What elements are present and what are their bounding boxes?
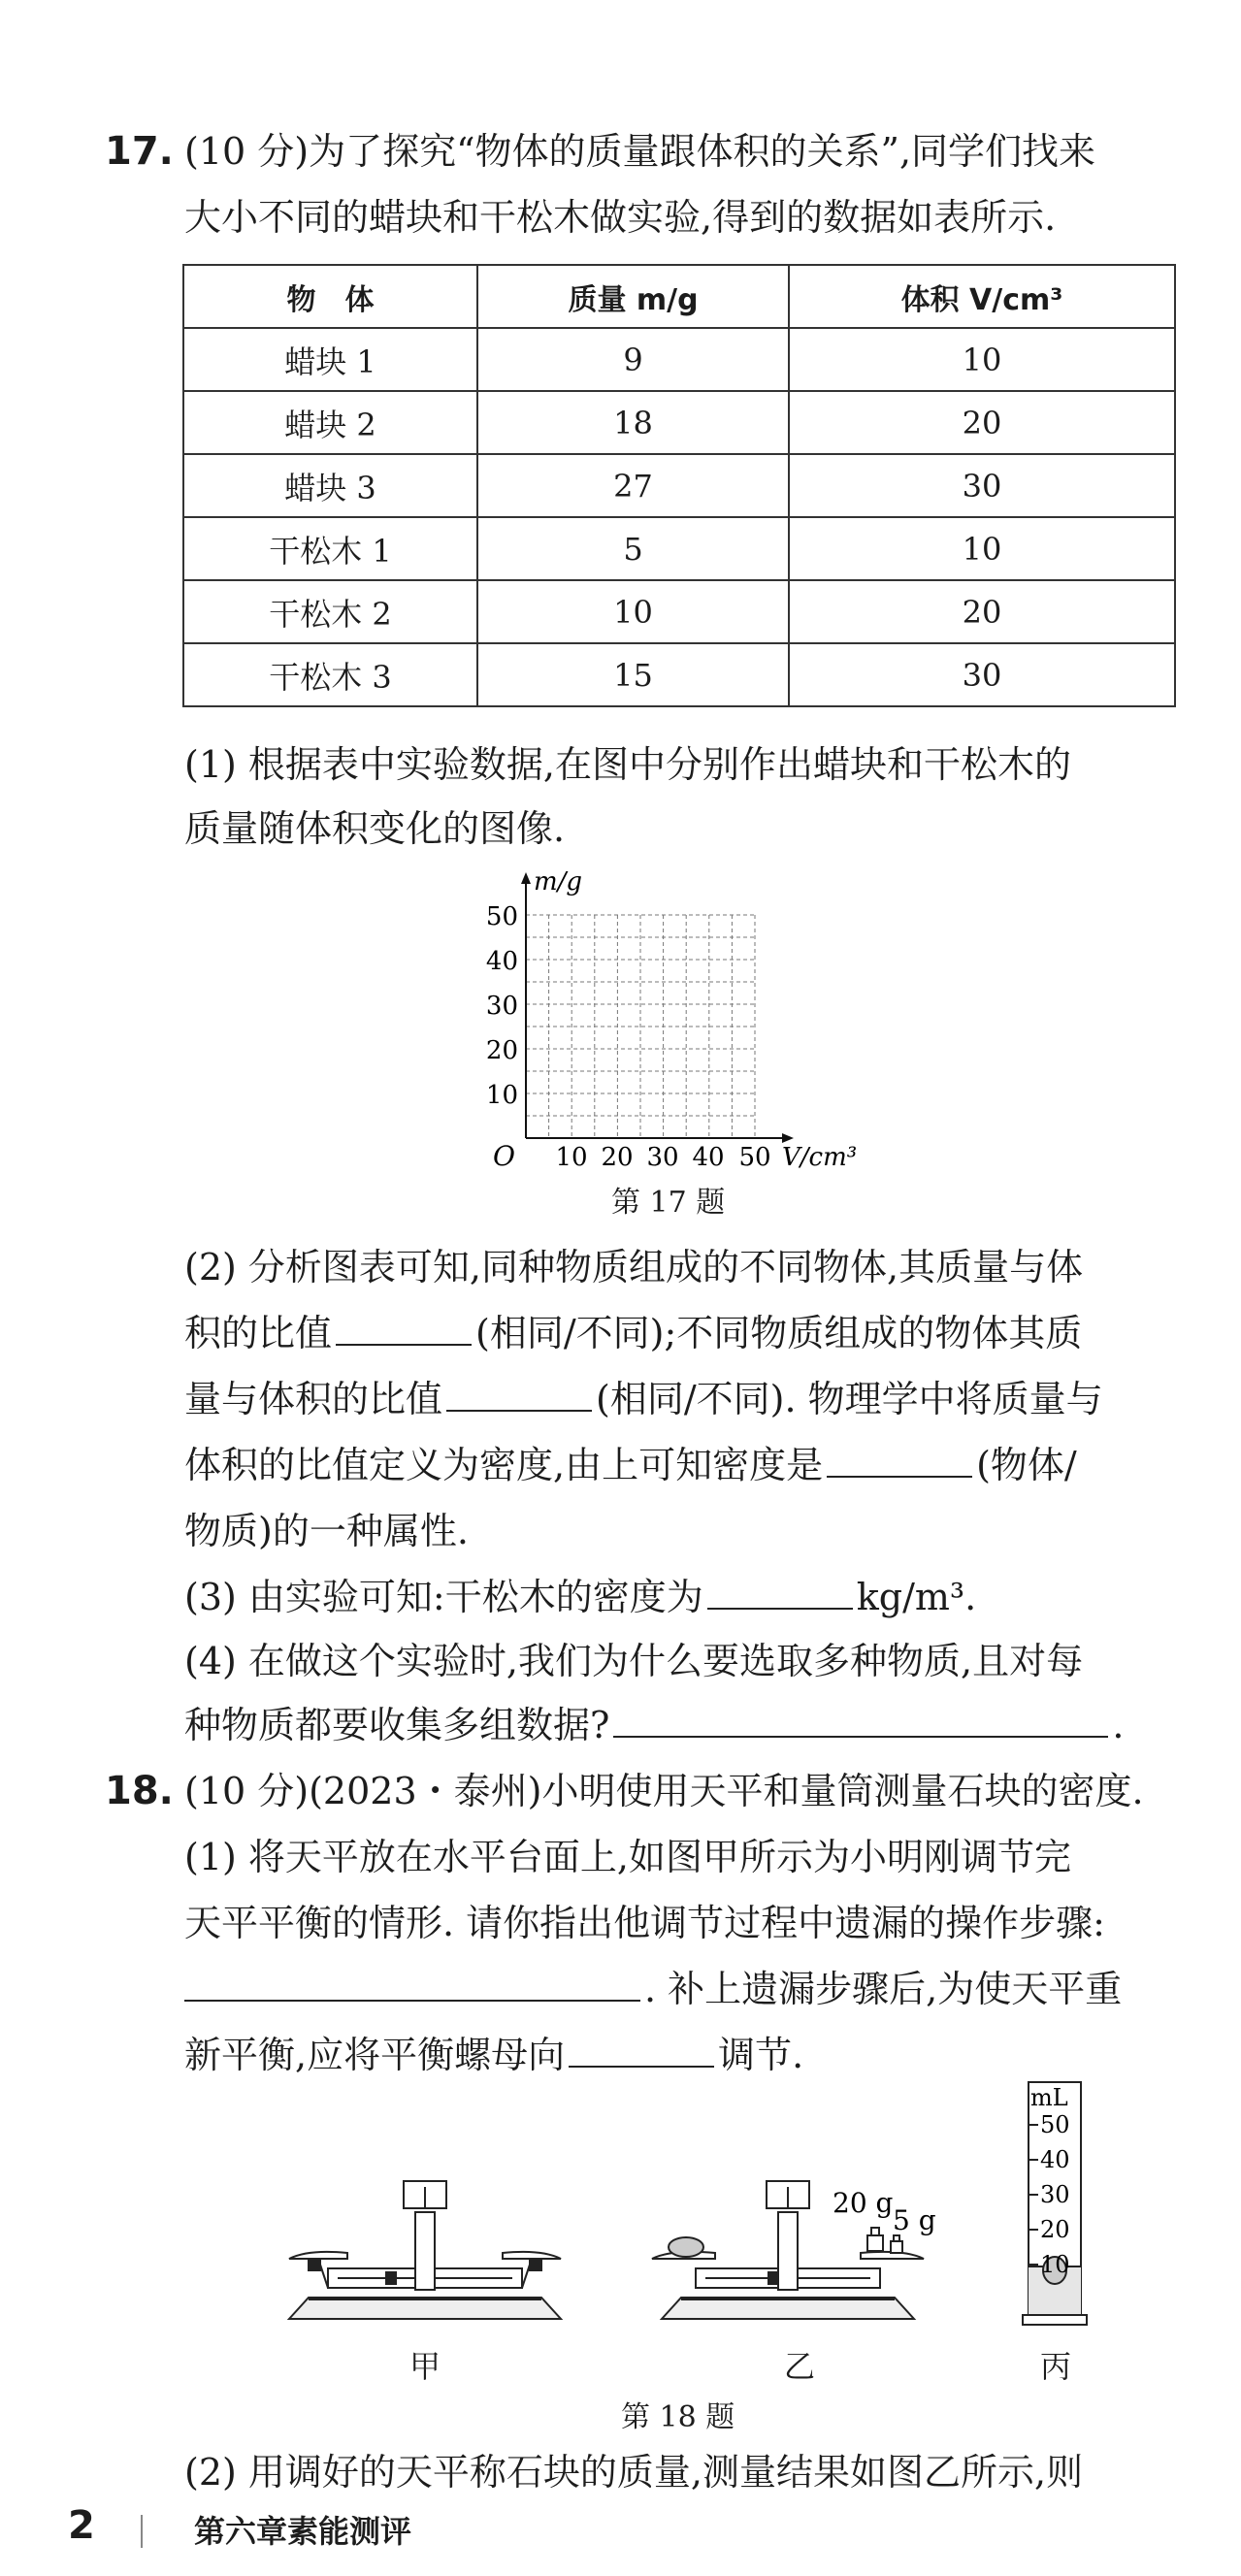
q17-part2-line1: (2) 分析图表可知,同种物质组成的不同物体,其质量与体	[184, 1246, 1084, 1288]
graph-ylabel: m/g	[534, 868, 583, 897]
page-number: 2	[68, 2503, 95, 2548]
table-cell: 30	[789, 643, 1175, 706]
footer-chapter-title: 第六章素能测评	[194, 2513, 412, 2550]
table-cell: 15	[477, 643, 789, 706]
table-cell: 蜡块 1	[183, 328, 477, 391]
answer-blank[interactable]	[446, 1373, 592, 1412]
table-cell: 30	[789, 454, 1175, 517]
answer-blank[interactable]	[569, 2029, 714, 2068]
graph-ytick: 10	[485, 1081, 518, 1110]
table-header-object: 物 体	[183, 265, 477, 328]
table-row	[183, 454, 1175, 517]
q17-part2-line2	[184, 1306, 1082, 1360]
cylinder-tick: 30	[1040, 2181, 1070, 2208]
graph-xtick: 10	[555, 1143, 588, 1172]
graph-grid	[526, 915, 755, 1138]
weight-label-20g: 20 g	[833, 2187, 894, 2219]
graph-origin: O	[493, 1140, 515, 1172]
cylinder-tick: 40	[1040, 2146, 1070, 2173]
text-span: (相同/不同). 物理学中将质量与	[596, 1378, 1103, 1420]
weight-label-5g: 5 g	[893, 2204, 936, 2236]
balance-figure-yi	[642, 2135, 972, 2338]
table-cell: 10	[789, 328, 1175, 391]
q17-stem-line1: (10 分)为了探究“物体的质量跟体积的关系”,同学们找来	[184, 130, 1096, 173]
q18-part2-line1: (2) 用调好的天平称石块的质量,测量结果如图乙所示,则	[184, 2451, 1084, 2494]
question-17-number: 17.	[105, 129, 174, 174]
text-span: 体积的比值定义为密度,由上可知密度是	[184, 1444, 824, 1486]
table-header-volume: 体积 V/cm³	[789, 265, 1175, 328]
q17-part1-line2: 质量随体积变化的图像.	[184, 807, 566, 850]
cylinder-tick: 50	[1040, 2111, 1070, 2138]
q17-figure-caption: 第 17 题	[611, 1186, 726, 1220]
q18-part1-line3	[184, 1962, 1122, 2016]
answer-blank[interactable]	[613, 1699, 1108, 1738]
graph-ytick: 20	[485, 1036, 518, 1065]
q17-part1-line1: (1) 根据表中实验数据,在图中分别作出蜡块和干松木的	[184, 743, 1071, 786]
graph-ytick: 30	[485, 992, 518, 1021]
figure-label-yi: 乙	[784, 2348, 816, 2385]
answer-blank[interactable]	[827, 1439, 972, 1478]
q18-stem-line1: (10 分)(2023・泰州)小明使用天平和量筒测量石块的密度.	[184, 1770, 1144, 1812]
q18-part1-line2: 天平平衡的情形. 请你指出他调节过程中遗漏的操作步骤:	[184, 1902, 1105, 1944]
graph-xtick: 40	[692, 1143, 725, 1172]
text-span: (物体/	[976, 1444, 1077, 1486]
table-header-mass: 质量 m/g	[477, 265, 789, 328]
table-cell: 10	[789, 517, 1175, 580]
table-cell: 干松木 1	[183, 517, 477, 580]
q17-part3	[184, 1570, 976, 1624]
q17-data-table	[182, 264, 1176, 707]
graph-ytick: 50	[485, 902, 518, 931]
text-span: 积的比值	[184, 1312, 333, 1354]
text-span: kg/m³.	[856, 1576, 977, 1618]
answer-blank[interactable]	[184, 1963, 640, 2002]
table-row	[183, 328, 1175, 391]
answer-blank[interactable]	[707, 1571, 853, 1610]
cylinder-tick: 20	[1040, 2216, 1070, 2243]
table-cell: 10	[477, 580, 789, 643]
graph-xtick: 20	[601, 1143, 634, 1172]
table-cell: 蜡块 3	[183, 454, 477, 517]
table-cell: 18	[477, 391, 789, 454]
table-row	[183, 517, 1175, 580]
q17-part2-line3	[184, 1372, 1103, 1426]
balance-figure-jia	[270, 2164, 580, 2338]
table-cell: 27	[477, 454, 789, 517]
text-span: (3) 由实验可知:干松木的密度为	[184, 1576, 703, 1618]
q17-blank-graph	[475, 868, 883, 1189]
text-span: .	[1112, 1704, 1125, 1746]
answer-blank[interactable]	[336, 1307, 472, 1346]
table-cell: 干松木 3	[183, 643, 477, 706]
cylinder-figure-bing	[1019, 2076, 1106, 2338]
graph-xlabel: V/cm³	[782, 1143, 858, 1172]
text-span: 种物质都要收集多组数据?	[184, 1704, 610, 1746]
table-row	[183, 643, 1175, 706]
q17-part2-line5: 物质)的一种属性.	[184, 1510, 469, 1552]
graph-axes	[521, 872, 794, 1143]
table-cell: 蜡块 2	[183, 391, 477, 454]
table-cell: 5	[477, 517, 789, 580]
graph-xtick: 50	[738, 1143, 771, 1172]
graph-ytick: 40	[485, 947, 518, 976]
table-cell: 20	[789, 580, 1175, 643]
q18-part1-line4	[184, 2028, 803, 2082]
table-cell: 20	[789, 391, 1175, 454]
graph-xtick: 30	[646, 1143, 679, 1172]
q17-part4-line1: (4) 在做这个实验时,我们为什么要选取多种物质,且对每	[184, 1640, 1084, 1682]
text-span: 新平衡,应将平衡螺母向	[184, 2034, 566, 2076]
text-span: . 补上遗漏步骤后,为使天平重	[644, 1968, 1123, 2010]
q18-part1-line1: (1) 将天平放在水平台面上,如图甲所示为小明刚调节完	[184, 1836, 1071, 1878]
cylinder-tick: 10	[1040, 2251, 1070, 2278]
table-cell: 干松木 2	[183, 580, 477, 643]
q17-stem-line2: 大小不同的蜡块和干松木做实验,得到的数据如表所示.	[184, 196, 1057, 239]
q18-figure-caption: 第 18 题	[621, 2400, 735, 2434]
table-cell: 9	[477, 328, 789, 391]
footer-divider	[141, 2515, 143, 2548]
text-span: (相同/不同);不同物质组成的物体其质	[475, 1312, 1083, 1354]
q17-part4-line2	[184, 1698, 1124, 1752]
cylinder-unit: mL	[1030, 2084, 1068, 2111]
text-span: 调节.	[718, 2034, 804, 2076]
q17-part2-line4	[184, 1438, 1077, 1492]
figure-label-bing: 丙	[1040, 2348, 1072, 2385]
table-row	[183, 580, 1175, 643]
question-18-number: 18.	[105, 1769, 174, 1813]
table-row	[183, 391, 1175, 454]
text-span: 量与体积的比值	[184, 1378, 443, 1420]
figure-label-jia: 甲	[409, 2348, 441, 2385]
